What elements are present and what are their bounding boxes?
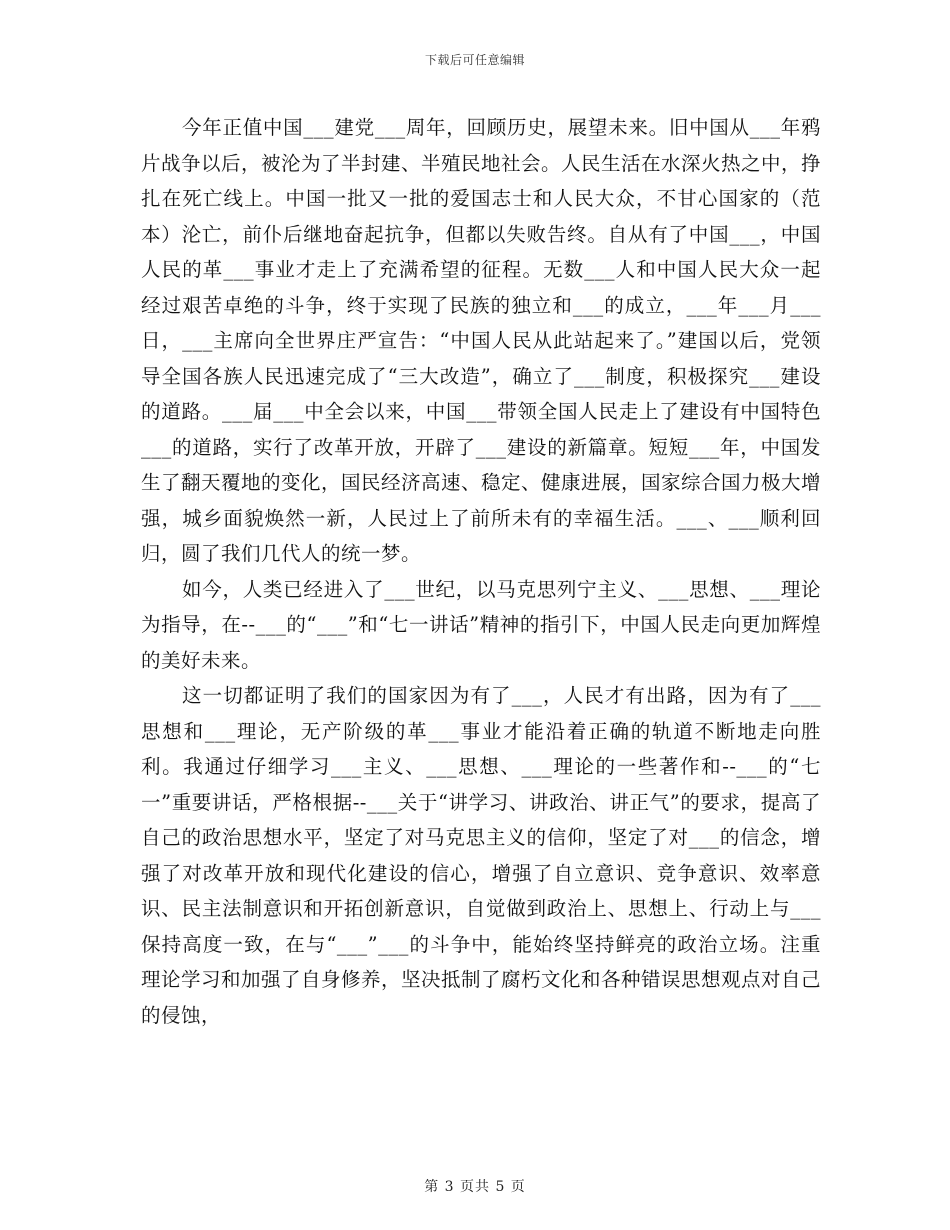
paragraph-2: 如今，人类已经进入了___世纪，以马克思列宁主义、___思想、___理论为指导，在--___的“___”和“七一讲话”精神的指引下，中国人民走向更加辉煌的美好未来。 [141, 577, 821, 672]
paragraph-1: 今年正值中国___建党___周年，回顾历史，展望未来。旧中国从___年鸦片战争以后，被沦为了半封建、半殖民地社会。人民生活在水深火热之中，挣扎在死亡线上。中国一批又一批的爱国志士和人民大众，不甘心国家的（范本）沦亡，前仆后继地奋起抗争，但都以失败告终。自从有了中国___，中国人民的革___事业才走上了充满希望的征程。无数___人和中国人民大众一起经过艰苦卓绝的斗争，终于实现了民族的独立和___的成立，___年___月___日，___主席向全世界庄严宣告：“中国人民从此站起来了。”建国以后，党领导全国各族人民迅速完成了“三大改造”，确立了___制度，积极探究___建设的道路。___届___中全会以来，中国___带领全国人民走上了建设有中国特色___的道路，实行了改革开放，开辟了___建设的新篇章。短短___年，中国发生了翻天覆地的变化，国民经济高速、稳定、健康进展，国家综合国力极大增强，城乡面貌焕然一新，人民过上了前所未有的幸福生活。___、___顺利回归，圆了我们几代人的统一梦。 [141, 116, 822, 565]
document-body [141, 110, 821, 1033]
page-header: 下载后可任意编辑 [424, 53, 525, 67]
page-footer: 第 3 页共 5 页 [424, 1179, 526, 1195]
paragraph-3: 这一切都证明了我们的国家因为有了___，人民才有出路，因为有了___思想和___理论，无产阶级的革___事业才能沿着正确的轨道不断地走向胜利。我通过仔细学习___主义、___思想、___理论的一些著作和--___的“七一”重要讲话，严格根据--___关于“讲学习、讲政治、讲正气”的要求，提高了自己的政治思想水平，坚定了对马克思主义的信仰，坚定了对___的信念，增强了对改革开放和现代化建设的信心，增强了自立意识、竞争意识、效率意识、民主法制意识和开拓创新意识，自觉做到政治上、思想上、行动上与___保持高度一致，在与“___”___的斗争中，能始终坚持鲜亮的政治立场。注重理论学习和加强了自身修养，坚决抵制了腐朽文化和各种错误思想观点对自己的侵蚀， [141, 684, 822, 1027]
